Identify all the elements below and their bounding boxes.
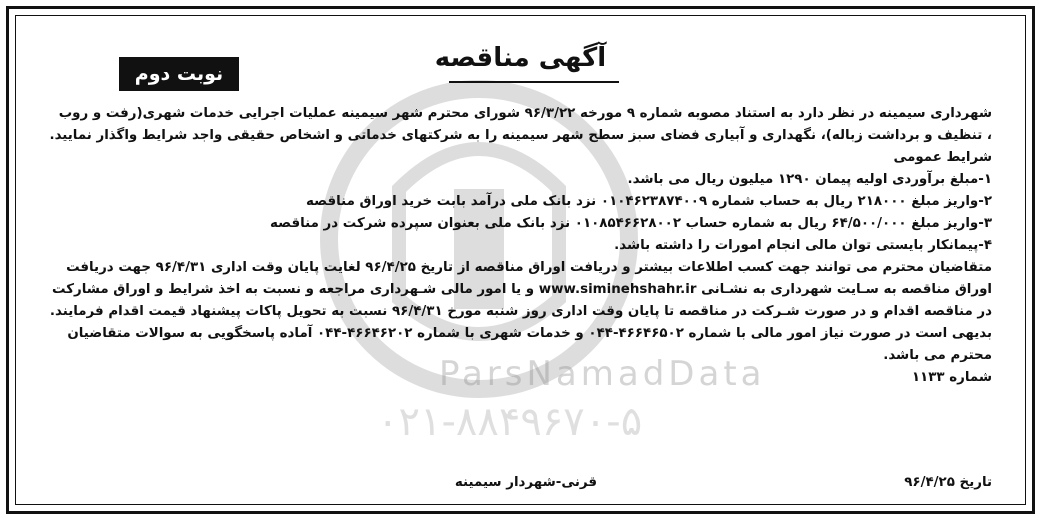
mayor-signature: قرنی-شهردار سیمینه [454,475,597,490]
condition-item: ۴-پیمانکار بایستی توان مالی انجام امورات را داشته باشد. [614,238,992,253]
conditions-heading: شرایط عمومی [893,150,992,165]
tender-notice [6,6,1035,514]
intro-paragraph: شهرداری سیمینه در نظر دارد به استناد مصوبه شماره ۹ مورخه ۹۶/۳/۲۲ شورای محترم شهر سیمینه عملیات اجرایی خدمات شهری(رفت و روب ، تنظیف و برداشت زباله)، نگهداری و آبیاری فضای سبز سطح شهر سیمینه را به شرکتهای خدماتی و اشخاص حقیقی واجد شرایط واگذار نمایید. [49,106,992,143]
applicants-paragraph: متقاضیان محترم می توانند جهت کسب اطلاعات بیشتر و دریافت اوراق مناقصه از تاریخ ۹۶/۴/۲۵ لغایت پایان وقت اداری ۹۶/۴/۳۱ جهت دریافت اوراق مناقصه به سـایت شهرداری به نشـانی www.siminehshahr.ir و یا امور مالی شـهرداری مراجعه و نسبت به اخذ شرایط و اوراق مشارکت در مناقصه اقدام و در صورت شـرکت در مناقصه تا پایان وقت اداری روز شنبه مورخ ۹۶/۴/۳۱ نسبت به تحویل پاکات پیشنهاد قیمت اقدام فرمایند. [49,260,992,319]
reference-number: شماره ۱۱۳۳ [911,370,992,385]
watermark-phone: ۰۲۱-۸۸۴۹۶۷۰-۵ [377,399,643,445]
title-underline [449,81,619,83]
round-badge: نوبت دوم [119,57,239,91]
condition-item: ۳-واریز مبلغ ۶۴/۵۰۰/۰۰۰ ریال به شماره حساب ۰۱۰۸۵۴۶۶۲۸۰۰۲ نزد بانک ملی بعنوان سپرده شرکت در مناقصه [270,216,992,231]
condition-item: ۲-واریز مبلغ ۲۱۸۰۰۰ ریال به حساب شماره ۰۱۰۴۶۲۳۸۷۴۰۰۹ نزد بانک ملی درآمد بابت خرید اوراق مناقصه [306,194,992,209]
notice-date: تاریخ ۹۶/۴/۲۵ [904,475,992,490]
page-title: آگهی مناقصه [434,43,607,73]
condition-item: ۱-مبلغ برآوردی اولیه پیمان ۱۲۹۰ میلیون ریال می باشد. [627,172,992,187]
notice-body [49,103,992,389]
contact-paragraph: بدیهی است در صورت نیاز امور مالی با شماره ۴۶۶۴۶۵۰۲-۰۴۴ و خدمات شهری با شماره ۴۶۶۴۶۲۰۲-۰۴۴ آماده پاسخگویی به سوالات متقاضیان محترم می باشد. [67,326,992,363]
watermark-text: ParsNamadData [439,354,766,394]
